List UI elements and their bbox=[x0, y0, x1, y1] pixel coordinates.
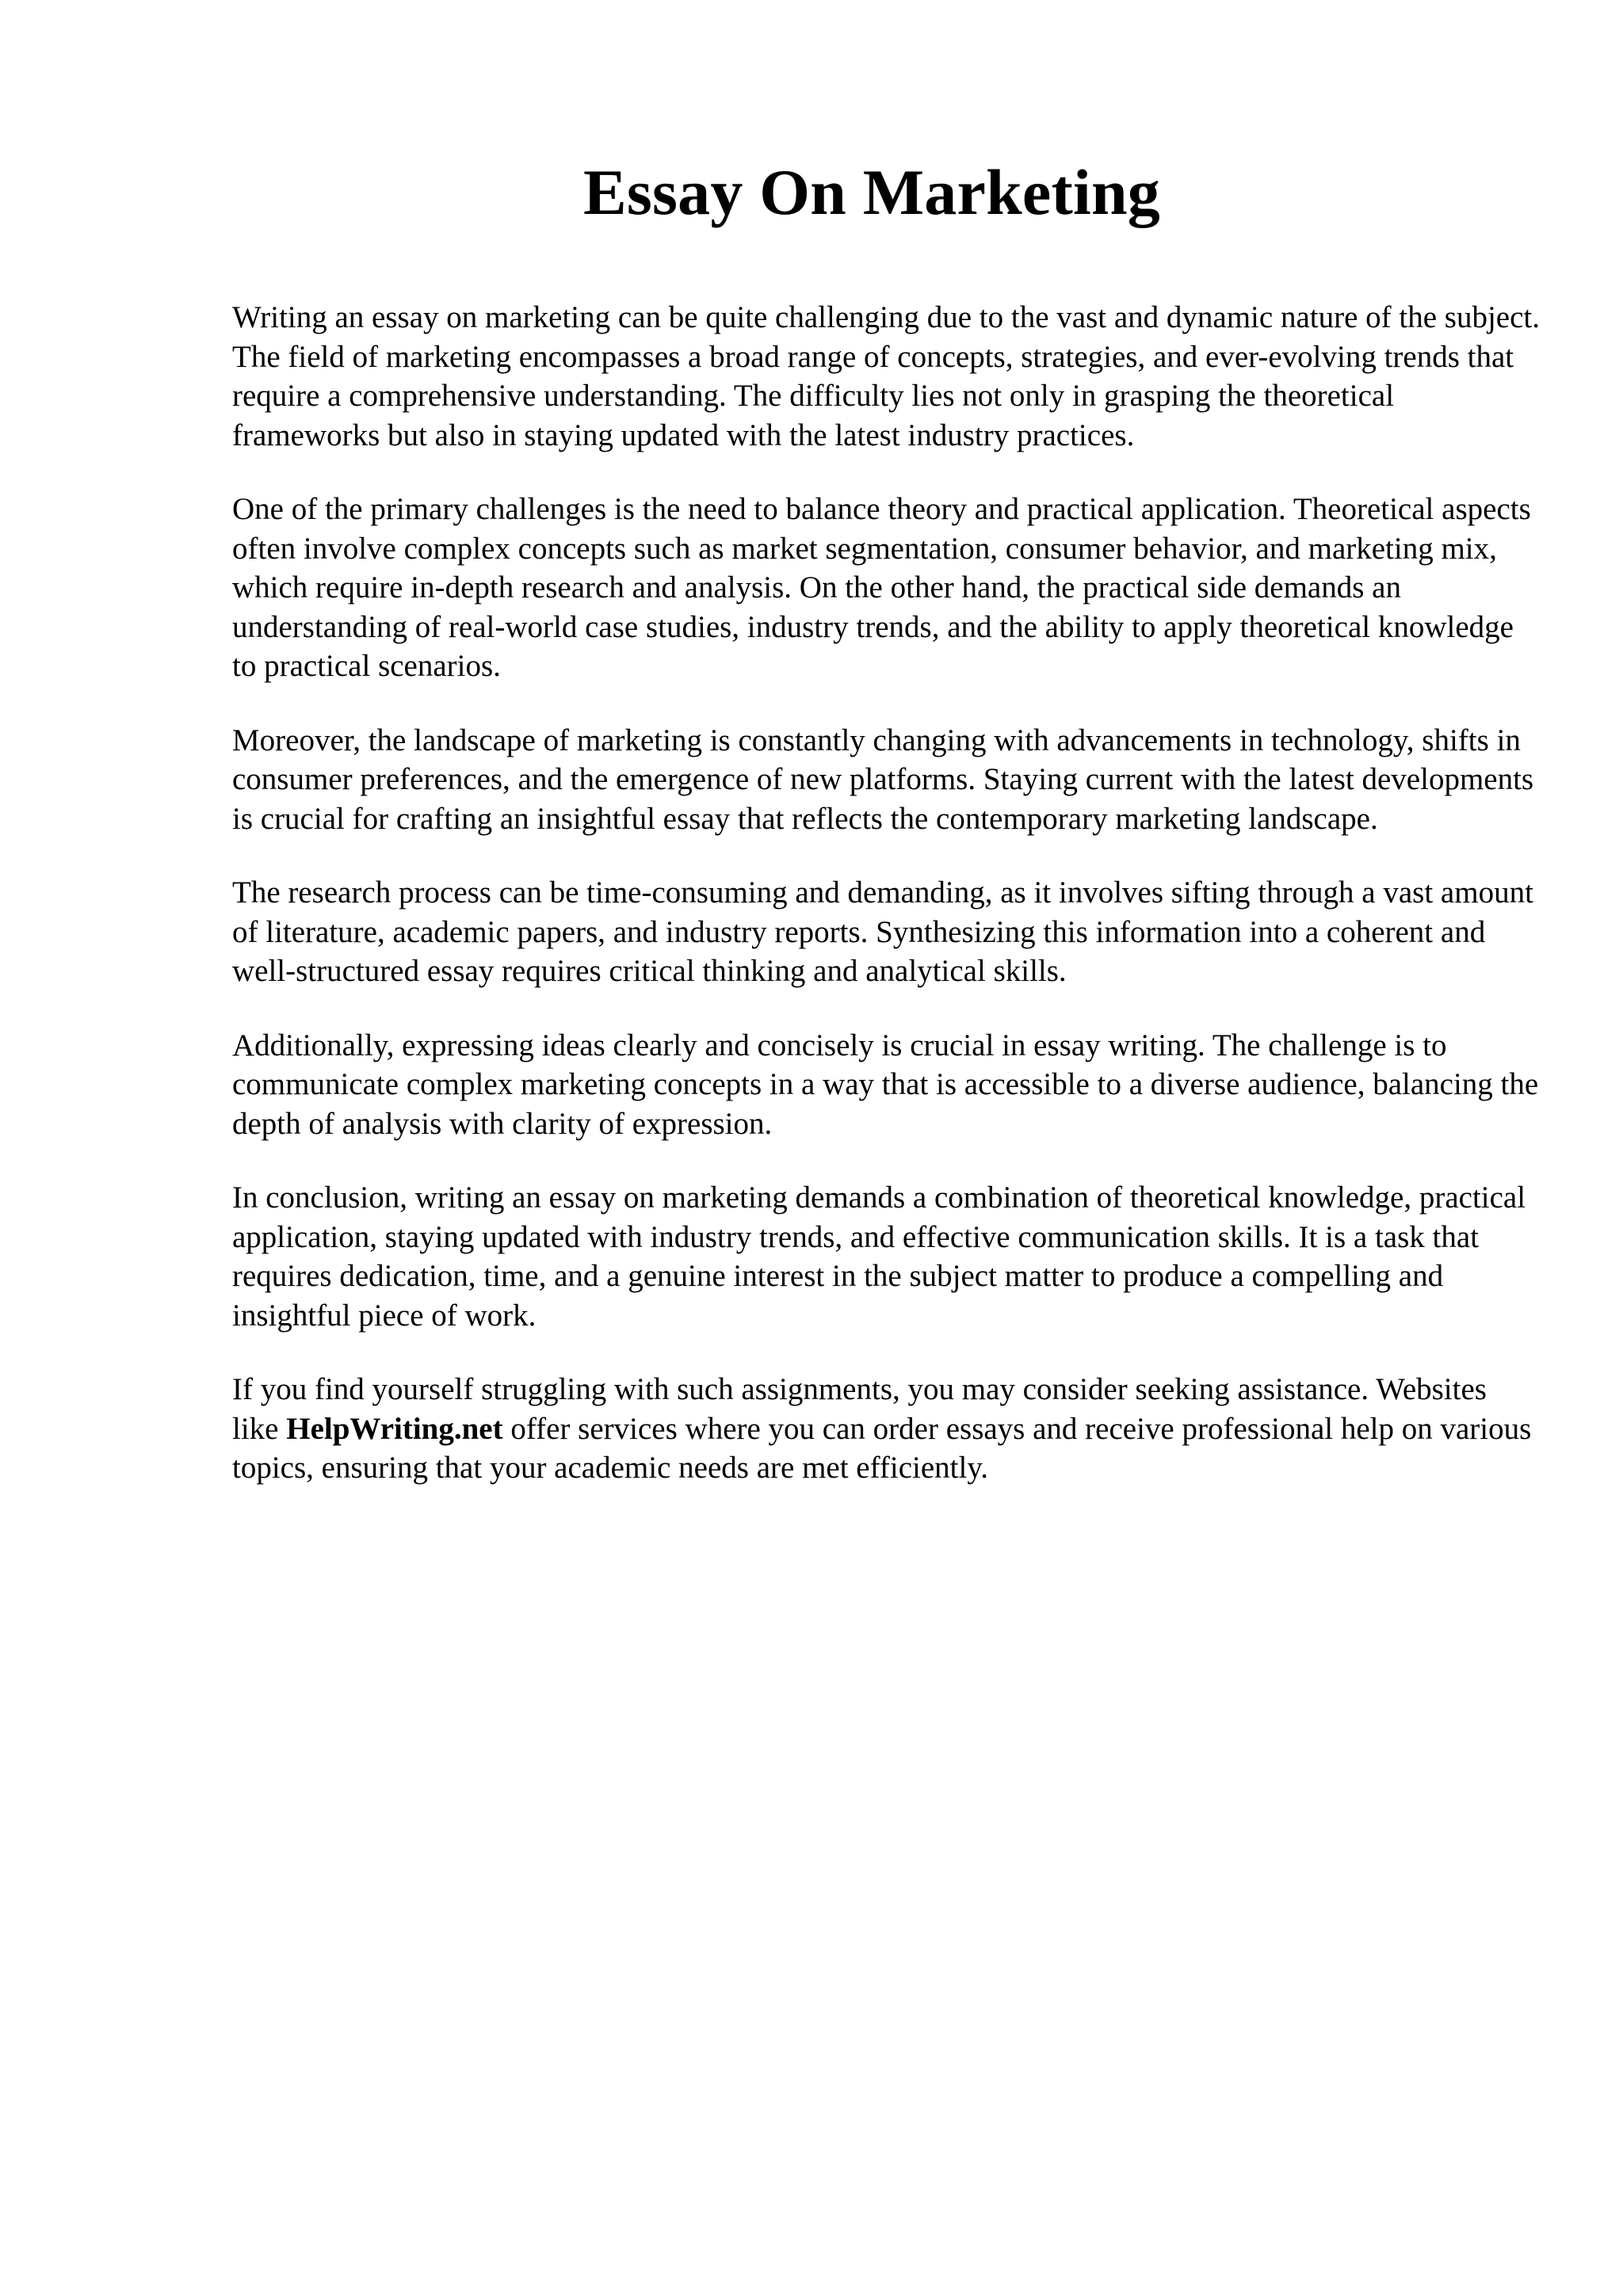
paragraph-assistance bbox=[232, 1370, 1540, 1488]
paragraph-expression: Additionally, expressing ideas clearly and concisely is crucial in essay writing. The challenge is to communicate complex marketing concepts in a way that is accessible to a diverse audience, balancing the depth of analysis with clarity of expression. bbox=[232, 1028, 1539, 1141]
document-title: Essay On Marketing bbox=[583, 156, 1160, 228]
document-body bbox=[232, 298, 1540, 1523]
paragraph-landscape: Moreover, the landscape of marketing is constantly changing with advancements in technology, shifts in consumer preferences, and the emergence of new platforms. Staying current with the latest developments is crucial for crafting an insightful essay that reflects the contemporary marketing landscape. bbox=[232, 723, 1534, 836]
helpwriting-link[interactable]: HelpWriting.net bbox=[286, 1411, 503, 1446]
paragraph-theory-practice: One of the primary challenges is the need to balance theory and practical application. Theoretical aspects often involve complex concepts such as market segmentation, consumer behavior, and marketing mix, which require in-depth research and analysis. On the other hand, the practical side demands an understanding of real-world case studies, industry trends, and the ability to apply theoretical knowledge to practical scenarios. bbox=[232, 492, 1531, 683]
assistance-text-before: If you find yourself struggling with such assignments, you may consider seeking assistance. Websites like bbox=[232, 1372, 1487, 1446]
paragraph-conclusion: In conclusion, writing an essay on marketing demands a combination of theoretical knowledge, practical application, staying updated with industry trends, and effective communication skills. It is a task that requires dedication, time, and a genuine interest in the subject matter to produce a compelling and insightful piece of work. bbox=[232, 1180, 1526, 1333]
assistance-text-after: offer services where you can order essays and receive professional help on various topics, ensuring that your academic needs are met efficiently. bbox=[232, 1411, 1532, 1485]
paragraph-intro: Writing an essay on marketing can be quite challenging due to the vast and dynamic nature of the subject. The field of marketing encompasses a broad range of concepts, strategies, and ever-evolving trends that require a comprehensive understanding. The difficulty lies not only in grasping the theoretical frameworks but also in staying updated with the latest industry practices. bbox=[232, 300, 1540, 452]
paragraph-research: The research process can be time-consuming and demanding, as it involves sifting through a vast amount of literature, academic papers, and industry reports. Synthesizing this information into a coherent and well-structured essay requires critical thinking and analytical skills. bbox=[232, 875, 1533, 988]
